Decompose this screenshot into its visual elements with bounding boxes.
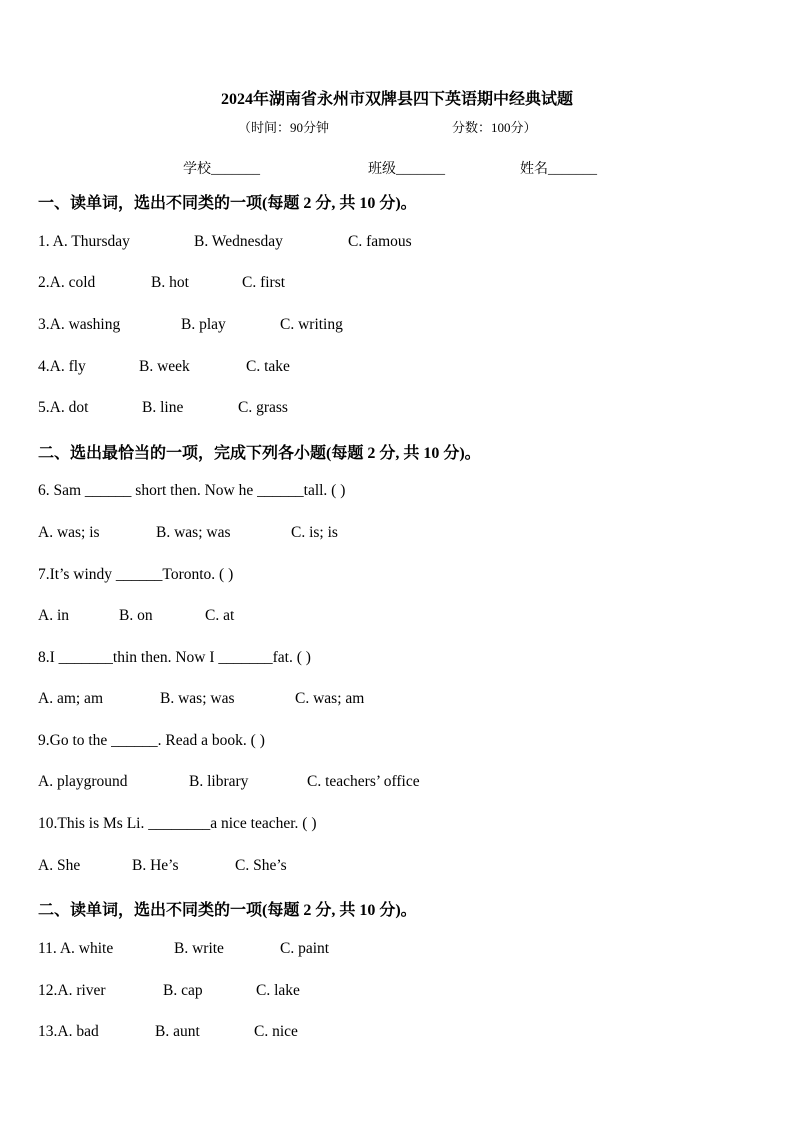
option-a: A. was; is [38,524,100,541]
option-b: B. week [139,358,190,375]
question-9-options [38,773,420,791]
question-10-options [38,857,287,875]
option-b: B. was; was [160,690,235,707]
option-b: B. write [174,940,224,957]
option-c: C. grass [238,399,288,416]
option-a: A. in [38,607,69,624]
option-c: C. teachers’ office [307,773,420,790]
exam-time: （时间：90分钟 [238,120,330,135]
option-c: C. writing [280,316,343,333]
option-b: B. Wednesday [194,233,283,250]
class-field: 班级_______ [368,162,445,177]
option-b: B. hot [151,274,189,291]
option-c: C. was; am [295,690,365,707]
option-a: 12.A. river [38,982,106,999]
question-8: 8.I _______thin then. Now I _______fat. ( ) [38,649,311,666]
option-b: B. He’s [132,857,179,874]
option-b: B. cap [163,982,203,999]
question-10: 10.This is Ms Li. ________a nice teacher. ( ) [38,815,317,832]
question-7-options [38,607,234,625]
option-c: C. first [242,274,286,291]
question-2 [38,274,285,292]
option-c: C. She’s [235,857,287,874]
question-8-options [38,690,364,708]
option-c: C. nice [254,1023,298,1040]
option-c: C. take [246,358,290,375]
question-6: 6. Sam ______ short then. Now he ______tall. ( ) [38,482,346,499]
exam-score: 分数：100分） [452,120,537,135]
option-a: 5.A. dot [38,399,89,416]
question-12 [38,982,300,1000]
option-b: B. on [119,607,153,624]
question-7: 7.It’s windy ______Toronto. ( ) [38,566,234,583]
question-3 [38,316,343,334]
question-11 [38,940,329,958]
option-a: 2.A. cold [38,274,96,291]
option-a: 4.A. fly [38,358,86,375]
page-title: 2024年湖南省永州市双牌县四下英语期中经典试题 [220,91,573,108]
option-a: 11. A. white [38,940,114,957]
question-1 [38,233,412,251]
option-b: B. was; was [156,524,231,541]
option-a: A. playground [38,773,128,790]
option-a: 1. A. Thursday [38,233,130,250]
option-c: C. is; is [291,524,338,541]
question-6-options [38,524,338,542]
option-b: B. library [189,773,249,790]
option-c: C. lake [256,982,300,999]
option-c: C. paint [280,940,330,957]
option-b: B. play [181,316,226,333]
option-a: A. She [38,857,81,874]
option-b: B. line [142,399,184,416]
question-9: 9.Go to the ______. Read a book. ( ) [38,732,265,749]
option-c: C. famous [348,233,412,250]
section-heading: 二、读单词，选出不同类的一项(每题 2 分, 共 10 分)。 [38,902,417,919]
name-field: 姓名_______ [520,162,597,177]
question-13 [38,1023,298,1041]
option-c: C. at [205,607,235,624]
question-4 [38,358,290,376]
option-a: 3.A. washing [38,316,121,333]
section-heading: 一、读单词，选出不同类的一项(每题 2 分, 共 10 分)。 [38,195,417,212]
option-a: A. am; am [38,690,103,707]
section-heading: 二、选出最恰当的一项，完成下列各小题(每题 2 分, 共 10 分)。 [38,445,481,462]
option-a: 13.A. bad [38,1023,99,1040]
option-b: B. aunt [155,1023,200,1040]
question-5 [38,399,288,417]
school-field: 学校_______ [183,162,260,177]
